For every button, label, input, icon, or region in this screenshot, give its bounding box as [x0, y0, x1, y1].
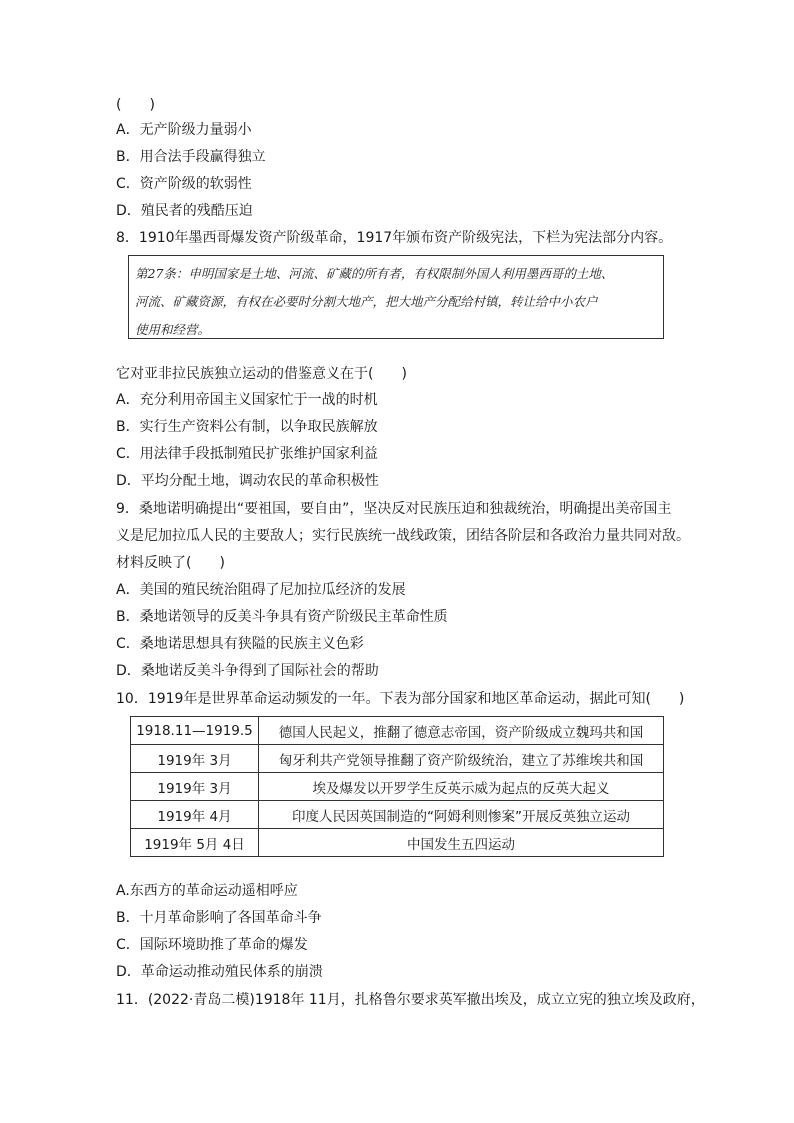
q10-stem: 10．1919年是世界革命运动频发的一年。下表为部分国家和地区革命运动，据此可知( ): [116, 691, 685, 707]
q10-option-b: B．十月革命影响了各国革命斗争: [116, 910, 322, 926]
table-cell-date: 1918.11—1919.5: [131, 717, 259, 745]
q8-material-box: [128, 255, 664, 339]
q11-stem: 11．(2022·青岛二模)1918年 11月，扎格鲁尔要求英军撤出埃及，成立立宪的独立埃及政府，: [116, 992, 705, 1008]
q10-option-c: C．国际环境助推了革命的爆发: [116, 937, 308, 953]
table-cell-event: 中国发生五四运动: [259, 829, 664, 857]
table-cell-date: 1919年 3月: [131, 745, 259, 773]
table-cell-event: 德国人民起义，推翻了德意志帝国，资产阶级成立魏玛共和国: [259, 717, 664, 745]
q10-revolution-table: [130, 716, 664, 857]
q9-stem-line: 义是尼加拉瓜人民的主要敌人；实行民族统一战线政策，团结各阶层和各政治力量共同对敌。: [116, 528, 690, 544]
q9-stem-line: 材料反映了( ): [116, 555, 225, 571]
q9-option-a: A．美国的殖民统治阻碍了尼加拉瓜经济的发展: [116, 582, 406, 598]
q7-option-a: A．无产阶级力量弱小: [116, 122, 252, 138]
q10-option-d: D．革命运动推动殖民体系的崩溃: [116, 964, 323, 980]
q9-stem-line: 9．桑地诺明确提出“要祖国，要自由”，坚决反对民族压迫和独裁统治，明确提出美帝国主: [116, 501, 672, 517]
q10-option-a: A.东西方的革命运动遥相呼应: [116, 883, 298, 899]
q8-option-d: D．平均分配土地，调动农民的革命积极性: [116, 473, 379, 489]
q8-stem: 8．1910年墨西哥爆发资产阶级革命，1917年颁布资产阶级宪法，下栏为宪法部分内容。: [116, 230, 673, 246]
q7-option-b: B．用合法手段赢得独立: [116, 149, 266, 165]
table-cell-event: 埃及爆发以开罗学生反英示威为起点的反英大起义: [259, 773, 664, 801]
q8-material-line: 河流、矿藏资源，有权在必要时分割大地产，把大地产分配给村镇，转让给中小农户: [135, 294, 598, 309]
table-row: [131, 773, 664, 801]
table-row: [131, 745, 664, 773]
table-row: [131, 829, 664, 857]
q9-option-b: B．桑地诺领导的反美斗争具有资产阶级民主革命性质: [116, 609, 448, 625]
table-row: [131, 717, 664, 745]
q9-option-c: C．桑地诺思想具有狭隘的民族主义色彩: [116, 636, 364, 652]
q8-option-b: B．实行生产资料公有制，以争取民族解放: [116, 419, 378, 435]
q8-material-line: 使用和经营。: [135, 322, 211, 337]
table-cell-date: 1919年 3月: [131, 773, 259, 801]
table-cell-event: 匈牙利共产党领导推翻了资产阶级统治，建立了苏维埃共和国: [259, 745, 664, 773]
table-cell-date: 1919年 5月 4日: [131, 829, 259, 857]
q9-option-d: D．桑地诺反美斗争得到了国际社会的帮助: [116, 663, 379, 679]
q8-question: 它对亚非拉民族独立运动的借鉴意义在于( ): [116, 366, 407, 382]
q8-option-c: C．用法律手段抵制殖民扩张维护国家利益: [116, 446, 378, 462]
table-cell-event: 印度人民因英国制造的“阿姆利则惨案”开展反英独立运动: [259, 801, 664, 829]
q8-option-a: A．充分利用帝国主义国家忙于一战的时机: [116, 392, 378, 408]
table-row: [131, 801, 664, 829]
q7-stem-tail: ( ): [116, 97, 155, 113]
q7-option-c: C．资产阶级的软弱性: [116, 176, 252, 192]
q8-material-line: 第27条：申明国家是土地、河流、矿藏的所有者，有权限制外国人利用墨西哥的土地、: [135, 266, 614, 281]
q7-option-d: D．殖民者的残酷压迫: [116, 203, 253, 219]
table-cell-date: 1919年 4月: [131, 801, 259, 829]
